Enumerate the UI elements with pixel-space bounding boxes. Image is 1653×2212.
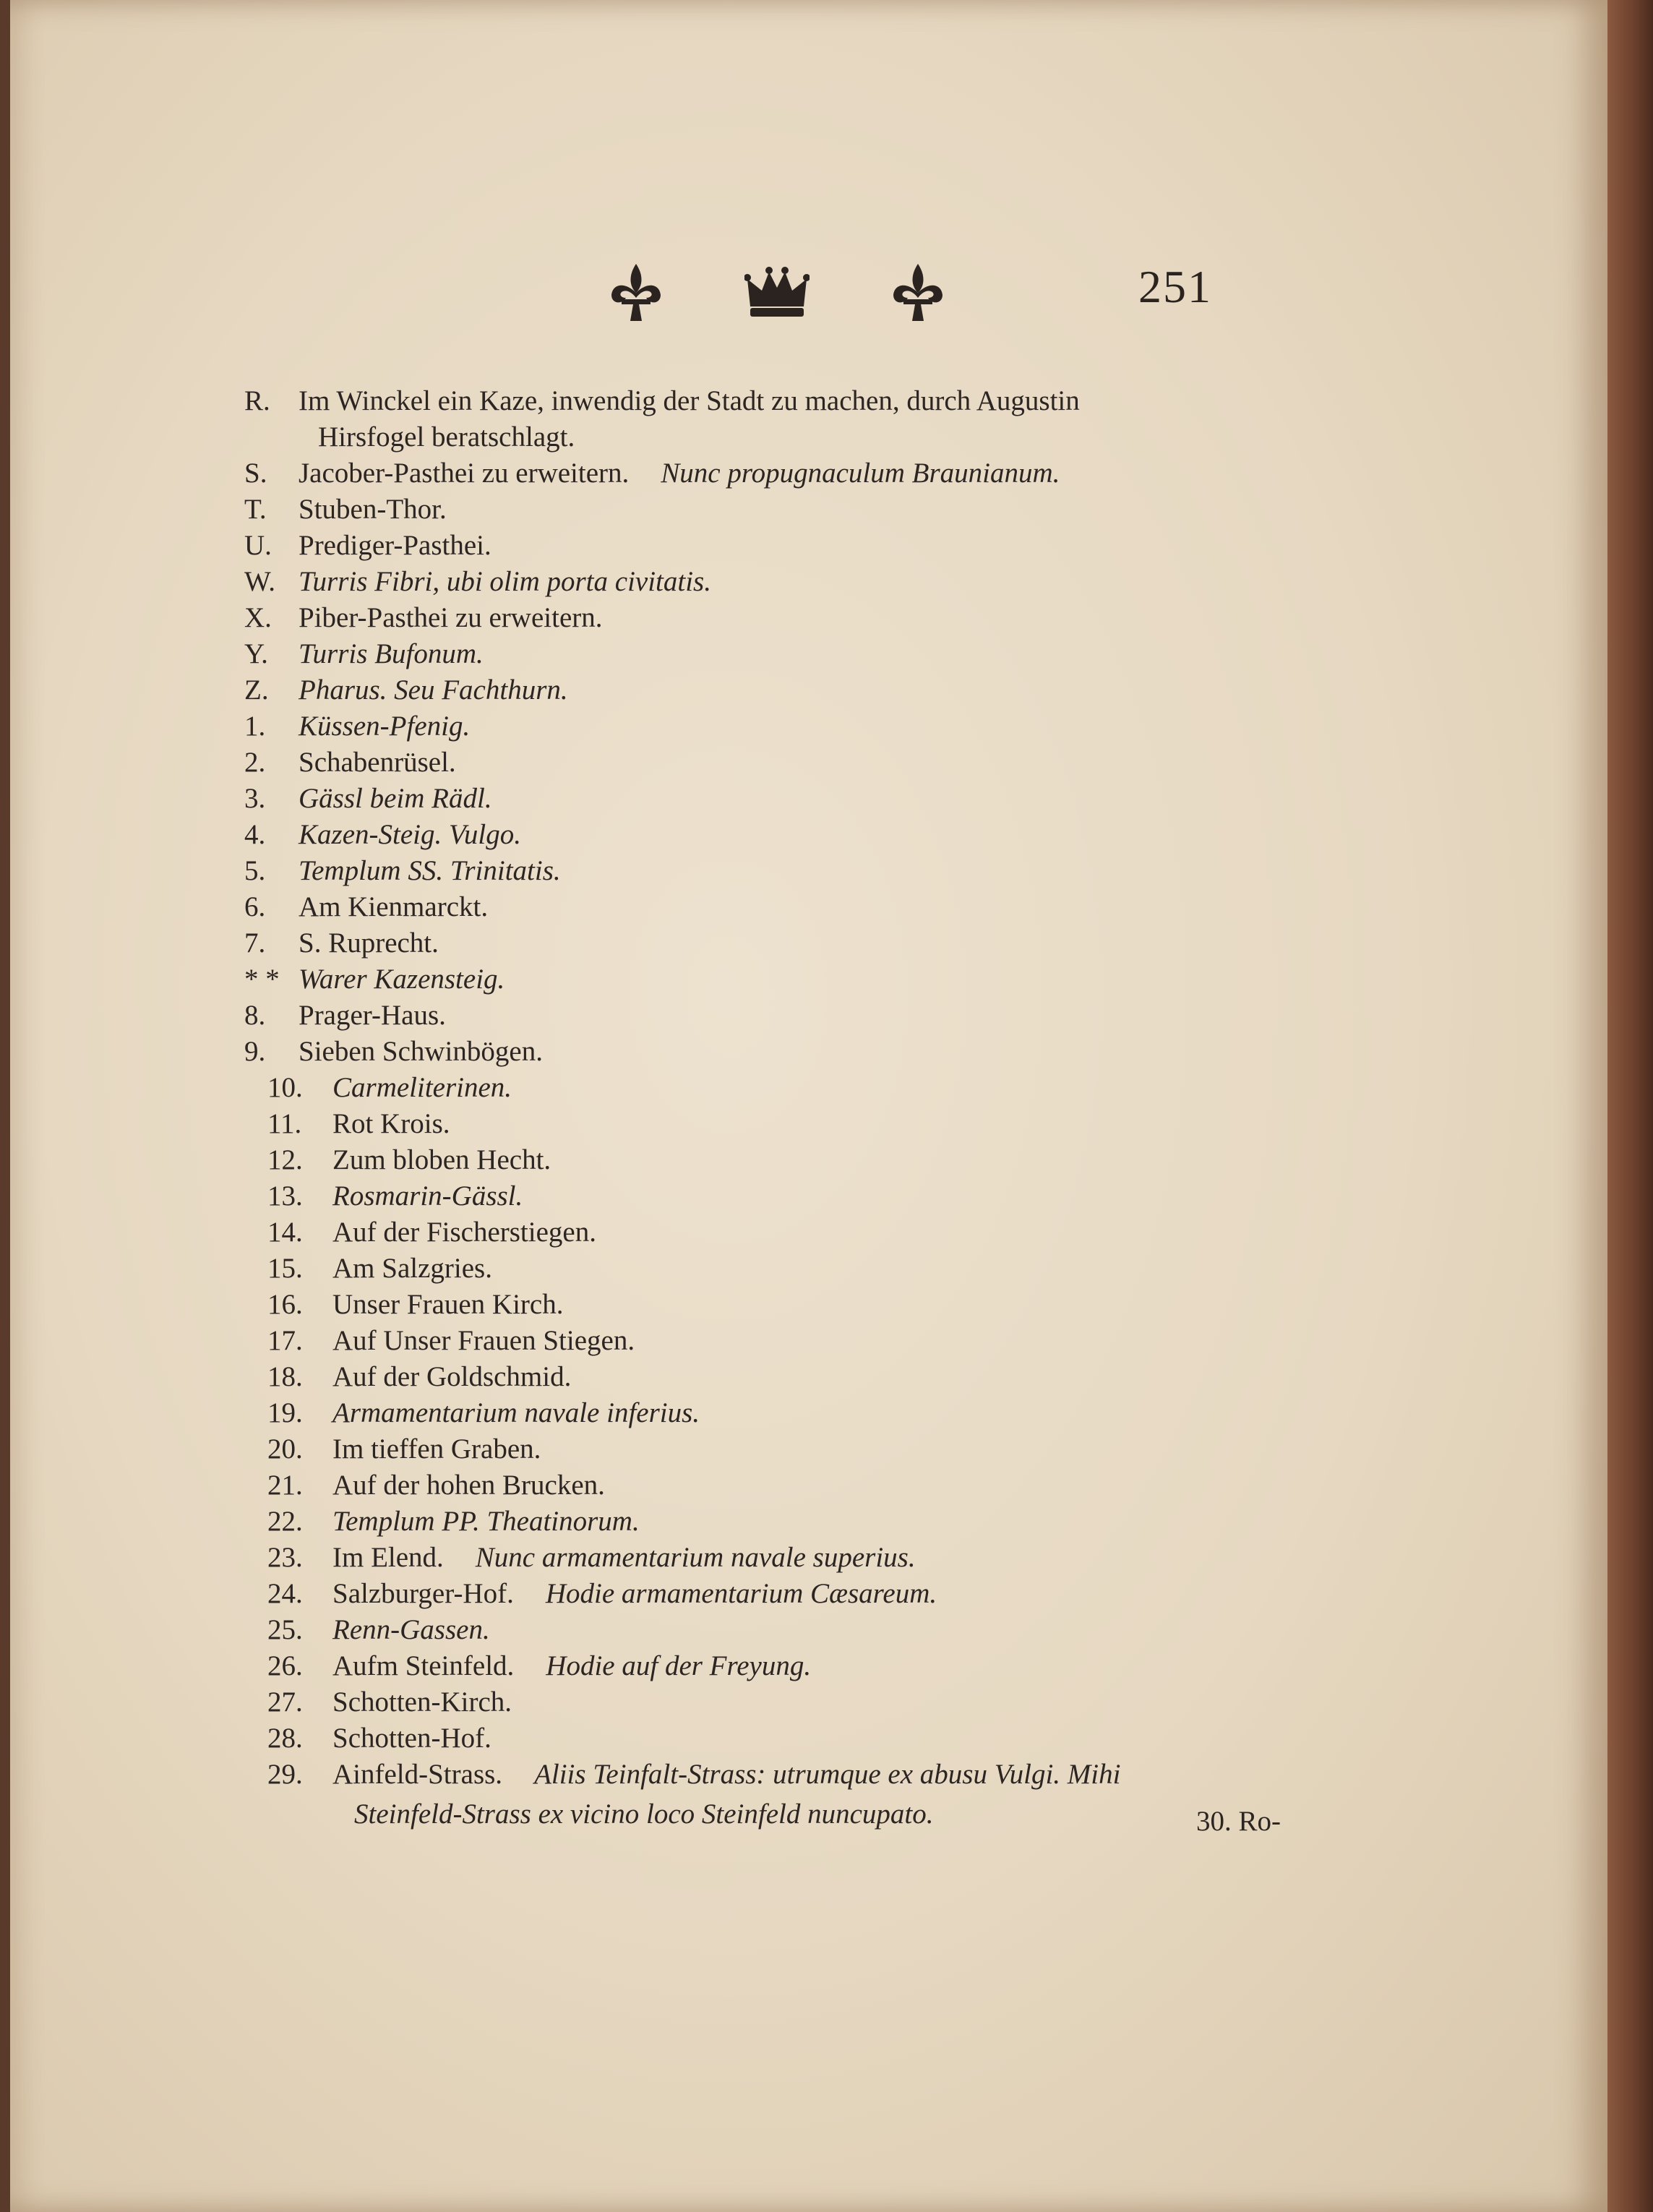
list-item	[244, 929, 439, 957]
entry-text: Salzburger-Hof.	[332, 1578, 514, 1609]
list-item	[267, 1290, 563, 1319]
entry-text: Aufm Steinfeld.	[332, 1650, 515, 1681]
page-number: 251	[1138, 261, 1212, 312]
entry-text: Schotten-Kirch.	[332, 1686, 512, 1718]
list-item	[244, 893, 488, 921]
entry-text: Auf Unser Frauen Stiegen.	[332, 1325, 635, 1356]
entry-label: 1.	[244, 711, 266, 742]
book-edge	[1607, 0, 1653, 2212]
entry-label: W.	[244, 566, 275, 597]
entry-label: * *	[244, 964, 280, 995]
entry-text: Prager-Haus.	[299, 1000, 446, 1031]
entry-label: 5.	[244, 855, 266, 886]
entry-label: 8.	[244, 1000, 266, 1031]
entry-text: Im Winckel ein Kaze, inwendig der Stadt zu machen, durch Augustin	[299, 385, 1080, 416]
entry-label: 27.	[267, 1686, 303, 1718]
entry-latin-text: Armamentarium navale inferius.	[332, 1397, 700, 1428]
entry-text: Jacober-Pasthei zu erweitern.	[299, 458, 630, 489]
entry-latin-text: Warer Kazensteig.	[299, 964, 505, 995]
entry-label: U.	[244, 530, 272, 561]
entry-label: 20.	[267, 1433, 303, 1465]
entry-label: 10.	[267, 1072, 303, 1103]
list-item	[244, 459, 1060, 487]
list-item	[267, 1073, 512, 1102]
entry-latin-text: Hodie auf der Freyung.	[546, 1650, 812, 1681]
list-item	[267, 1182, 523, 1210]
entry-label: 25.	[267, 1614, 303, 1645]
list-item	[267, 1254, 492, 1282]
list-item	[244, 387, 1080, 415]
entry-text: Schabenrüsel.	[299, 747, 456, 778]
list-item	[267, 1543, 916, 1572]
list-item	[267, 1579, 937, 1608]
entry-text: Ainfeld-Strass.	[332, 1759, 503, 1790]
entry-label: 29.	[267, 1759, 303, 1790]
entry-label: 2.	[244, 747, 266, 778]
entry-latin-text: Templum SS. Trinitatis.	[299, 855, 561, 886]
entry-text: Sieben Schwinbögen.	[299, 1036, 543, 1067]
entry-label: S.	[244, 458, 267, 489]
entry-label: 24.	[267, 1578, 303, 1609]
entry-label: 17.	[267, 1325, 303, 1356]
list-item	[244, 965, 505, 993]
list-item	[267, 1399, 700, 1427]
entry-latin-text: Pharus. Seu Fachthurn.	[299, 674, 568, 706]
entry-label: 6.	[244, 891, 266, 922]
list-item	[267, 1326, 635, 1355]
entry-text: Hirsfogel beratschlagt.	[318, 421, 575, 453]
entry-text: Auf der Fischerstiegen.	[332, 1217, 596, 1248]
entry-text: Am Salzgries.	[332, 1253, 492, 1284]
entry-latin-text: Steinfeld-Strass ex vicino loco Steinfeld nuncupato.	[354, 1799, 934, 1830]
entry-label: 11.	[267, 1108, 302, 1139]
entry-label: 28.	[267, 1723, 303, 1754]
list-item	[244, 604, 603, 632]
entry-label: 15.	[267, 1253, 303, 1284]
entry-text: S. Ruprecht.	[299, 927, 439, 959]
entry-label: 12.	[267, 1144, 303, 1175]
list-item	[267, 1218, 596, 1246]
catchword: 30. Ro-	[1196, 1806, 1281, 1837]
entry-label: 18.	[267, 1361, 303, 1392]
list-item	[244, 495, 447, 523]
entry-text: Unser Frauen Kirch.	[332, 1289, 564, 1320]
list-item	[244, 784, 492, 813]
entry-label: 22.	[267, 1506, 303, 1537]
list-item	[267, 1146, 551, 1174]
entry-label: 9.	[244, 1036, 266, 1067]
entry-latin-text: Aliis Teinfalt-Strass: utrumque ex abusu Vulgi. Mihi	[534, 1759, 1121, 1790]
entry-text: Prediger-Pasthei.	[299, 530, 491, 561]
entry-latin-text: Nunc propugnaculum Braunianum.	[661, 458, 1060, 489]
entry-latin-text: Hodie armamentarium Cæsareum.	[545, 1578, 937, 1609]
entry-label: 4.	[244, 819, 266, 850]
list-item	[267, 1110, 450, 1138]
entry-latin-text: Kazen-Steig. Vulgo.	[299, 819, 521, 850]
entry-text: Am Kienmarckt.	[299, 891, 489, 922]
list-item	[267, 1688, 512, 1716]
entry-text: Schotten-Hof.	[332, 1723, 491, 1754]
entry-latin-text: Nunc armamentarium navale superius.	[475, 1542, 916, 1573]
list-item	[267, 1652, 811, 1680]
entry-label: Y.	[244, 638, 268, 669]
list-item	[244, 820, 521, 849]
list-item	[267, 1435, 541, 1463]
entry-latin-text: Turris Fibri, ubi olim porta civitatis.	[299, 566, 711, 597]
entry-latin-text: Rosmarin-Gässl.	[332, 1180, 523, 1212]
entry-label: X.	[244, 602, 272, 633]
entry-label: 21.	[267, 1470, 303, 1501]
list-item	[244, 567, 711, 596]
entry-latin-text: Gässl beim Rädl.	[299, 783, 492, 814]
list-item	[244, 531, 491, 560]
entry-label: 23.	[267, 1542, 303, 1573]
list-item	[267, 1616, 490, 1644]
entry-label: 14.	[267, 1217, 303, 1248]
list-item	[267, 1760, 1120, 1788]
entry-text: Rot Krois.	[332, 1108, 450, 1139]
entry-text: Auf der Goldschmid.	[332, 1361, 572, 1392]
list-item	[318, 423, 575, 451]
list-item	[244, 712, 470, 740]
entry-text: Auf der hohen Brucken.	[332, 1470, 605, 1501]
list-item	[244, 748, 456, 776]
entry-text: Im tieffen Graben.	[332, 1433, 541, 1465]
entry-label: 26.	[267, 1650, 303, 1681]
list-item	[244, 676, 568, 704]
entry-label: Z.	[244, 674, 269, 706]
list-item	[244, 640, 484, 668]
entry-latin-text: Küssen-Pfenig.	[299, 711, 471, 742]
entry-latin-text: Renn-Gassen.	[332, 1614, 490, 1645]
entry-latin-text: Templum PP. Theatinorum.	[332, 1506, 640, 1537]
list-item	[244, 1037, 543, 1066]
entry-text: Im Elend.	[332, 1542, 444, 1573]
entry-text: Piber-Pasthei zu erweitern.	[299, 602, 603, 633]
list-item	[267, 1724, 491, 1752]
entry-label: 16.	[267, 1289, 303, 1320]
list-item	[267, 1507, 640, 1535]
entry-latin-text: Carmeliterinen.	[332, 1072, 512, 1103]
list-item	[244, 857, 561, 885]
entry-label: 19.	[267, 1397, 303, 1428]
list-item	[267, 1471, 605, 1499]
list-item	[244, 1001, 446, 1029]
entry-text: Zum bloben Hecht.	[332, 1144, 551, 1175]
entry-label: T.	[244, 494, 267, 525]
entry-label: 3.	[244, 783, 266, 814]
entry-latin-text: Turris Bufonum.	[299, 638, 484, 669]
list-item	[267, 1363, 571, 1391]
entry-label: 7.	[244, 927, 266, 959]
list-item	[354, 1800, 933, 1828]
entry-label: R.	[244, 385, 270, 416]
entry-label: 13.	[267, 1180, 303, 1212]
entry-text: Stuben-Thor.	[299, 494, 447, 525]
